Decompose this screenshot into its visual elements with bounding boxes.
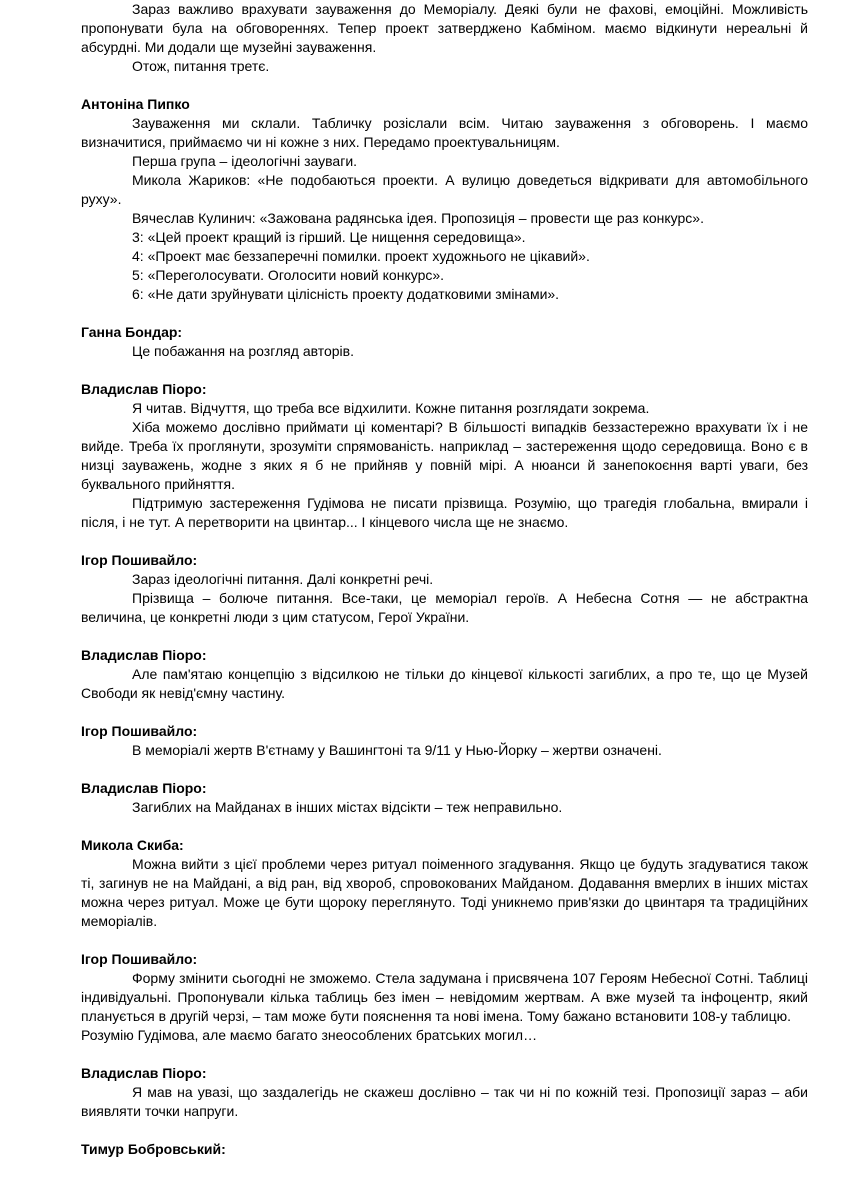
speaker-block (81, 836, 808, 931)
paragraph: Зауваження ми склали. Табличку розіслали всім. Читаю зауваження з обговорень. І маємо визначитися, приймаємо чи ні кожне з них. Передамо проектувальницям. (81, 115, 808, 150)
speaker-name: Микола Скиба: (81, 837, 184, 853)
speaker-block (81, 0, 808, 76)
speaker-name: Владислав Піоро: (81, 1065, 207, 1081)
paragraph: Загиблих на Майданах в інших містах відсікти – теж неправильно. (132, 799, 563, 815)
speaker-name: Ігор Пошивайло: (81, 951, 198, 967)
paragraph: Можна вийти з цієї проблеми через ритуал поіменного згадування. Якщо це будуть згадуватися також ті, загинув не на Майдані, а від ран, від хвороб, спровокованих Майданом. Додавання вмерлих в інших містах можна через ритуал. Може це бути щороку переглянуто. Тоді уникнемо прив'язки до цвинтаря та традиційних меморіалів. (81, 856, 808, 929)
paragraph: Форму змінити сьогодні не зможемо. Стела задумана і присвячена 107 Героям Небесної Сотні. Таблиці індивідуальні. Пропонували кілька таблиць без імен – невідомим жертвам. А вже музей та інфоцентр, який планується в другій черзі, – там може бути пояснення та нові імена. Тому бажано встановити 108-у таблицю. (81, 970, 808, 1024)
speaker-block (81, 1064, 808, 1121)
paragraph: Перша група – ідеологічні зауваги. (132, 153, 358, 169)
paragraph: 4: «Проект має беззаперечні помилки. проект художнього не цікавий». (132, 248, 590, 264)
paragraph-gap (81, 1045, 808, 1064)
paragraph: 3: «Цей проект кращий із гірший. Це нищення середовища». (132, 229, 526, 245)
paragraph-gap (81, 304, 808, 323)
speaker-block (81, 380, 808, 532)
speaker-name: Тимур Бобровський: (81, 1141, 226, 1157)
speaker-block (81, 323, 808, 361)
speaker-block (81, 95, 808, 304)
speaker-block (81, 779, 808, 817)
speaker-name: Ганна Бондар: (81, 324, 183, 340)
speaker-block (81, 722, 808, 760)
paragraph-gap (81, 361, 808, 380)
paragraph-gap (81, 703, 808, 722)
speaker-block (81, 950, 808, 1045)
paragraph-gap (81, 76, 808, 95)
paragraph: Прізвища – болюче питання. Все-таки, це меморіал героїв. А Небесна Сотня — не абстрактна величина, це конкретні люди з цим статусом, Герої України. (81, 590, 808, 625)
paragraph: Я мав на увазі, що заздалегідь не скажеш дослівно – так чи ні по кожній тезі. Пропозиції зараз – аби виявляти точки напруги. (81, 1084, 808, 1119)
speaker-name: Владислав Піоро: (81, 381, 207, 397)
paragraph: Зараз важливо врахувати зауваження до Меморіалу. Деякі були не фахові, емоційні. Можливість пропонувати була на обговореннях. Тепер проект затверджено Кабміном. маємо відкинути нереальні й абсурдні. Ми додали ще музейні зауваження. (81, 1, 808, 55)
paragraph: Хіба можемо дослівно приймати ці коментарі? В більшості випадків беззастережно врахувати їх і не вийде. Треба їх проглянути, зрозуміти спрямованість. наприклад – застереження щодо середовища. Воно є в низці зауважень, жодне з яких я б не прийняв у повній мірі. А нюанси й занепокоєння варті уваги, без буквального прийняття. (81, 419, 808, 492)
speaker-block (81, 551, 808, 627)
paragraph: Це побажання на розгляд авторів. (132, 343, 354, 359)
paragraph: Отож, питання третє. (132, 58, 270, 74)
speaker-name: Ігор Пошивайло: (81, 723, 198, 739)
speaker-name: Ігор Пошивайло: (81, 552, 198, 568)
paragraph: Я читав. Відчуття, що треба все відхилити. Кожне питання розглядати зокрема. (132, 400, 650, 416)
paragraph-gap (81, 627, 808, 646)
paragraph: Розумію Гудімова, але маємо багато знеособлених братських могил… (81, 1027, 538, 1043)
paragraph: Вячеслав Кулинич: «Зажована радянська ідея. Пропозиція – провести ще раз конкурс». (132, 210, 704, 226)
speaker-block (81, 646, 808, 703)
paragraph-gap (81, 532, 808, 551)
speaker-block (81, 1140, 808, 1159)
document-page (81, 0, 808, 1159)
paragraph: 6: «Не дати зруйнувати цілісність проекту додатковими змінами». (132, 286, 560, 302)
paragraph-gap (81, 1121, 808, 1140)
speaker-name: Антоніна Пипко (81, 96, 190, 112)
paragraph: В меморіалі жертв В'єтнаму у Вашингтоні та 9/11 у Нью-Йорку – жертви означені. (132, 742, 662, 758)
paragraph-gap (81, 760, 808, 779)
paragraph-gap (81, 817, 808, 836)
paragraph: Підтримую застереження Гудімова не писати прізвища. Розумію, що трагедія глобальна, вмирали і після, і не тут. А перетворити на цвинтар... І кінцевого числа ще не знаємо. (81, 495, 808, 530)
paragraph-gap (81, 931, 808, 950)
speaker-name: Владислав Піоро: (81, 780, 207, 796)
paragraph: Але пам'ятаю концепцію з відсилкою не тільки до кінцевої кількості загиблих, а про те, що це Музей Свободи як невід'ємну частину. (81, 666, 808, 701)
paragraph: Микола Жариков: «Не подобаються проекти. А вулицю доведеться відкривати для автомобільного руху». (81, 172, 808, 207)
paragraph: 5: «Переголосувати. Оголосити новий конкурс». (132, 267, 445, 283)
paragraph: Зараз ідеологічні питання. Далі конкретні речі. (132, 571, 434, 587)
speaker-name: Владислав Піоро: (81, 647, 207, 663)
